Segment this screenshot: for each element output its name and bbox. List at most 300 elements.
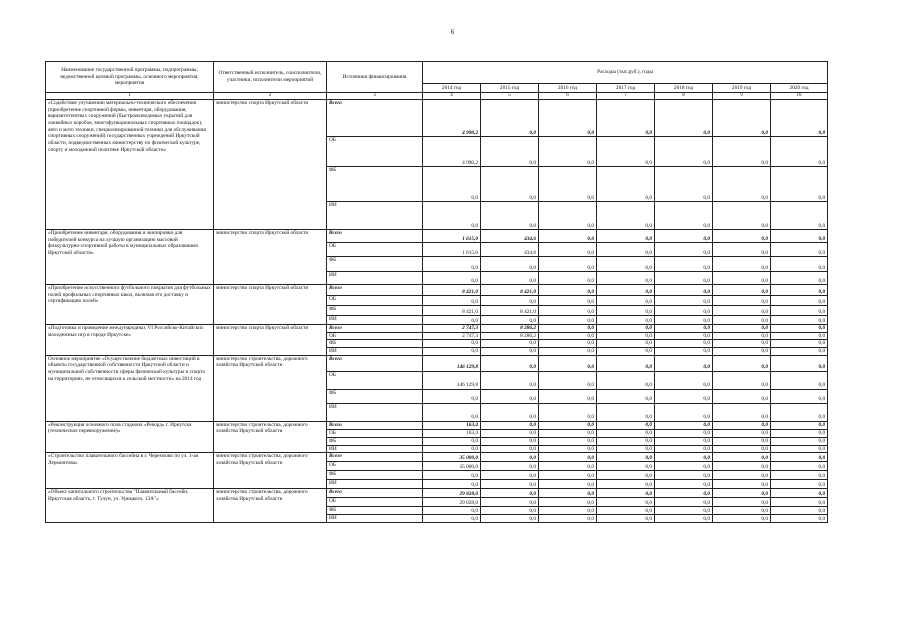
expense-value: 0,0 (481, 389, 539, 403)
expense-value: 0,0 (713, 489, 771, 498)
expense-value: 0,0 (597, 137, 655, 167)
expense-value: 0,0 (539, 371, 597, 389)
header-year: 2017 год (597, 84, 655, 93)
expense-value: 0,0 (771, 100, 828, 137)
header-year: 2016 год (539, 84, 597, 93)
expense-value: 0,0 (597, 489, 655, 498)
expense-value: 434,6 (481, 243, 539, 257)
expense-value: 0,0 (539, 243, 597, 257)
expense-value: 0,0 (539, 296, 597, 306)
funding-source: ИИ (327, 445, 423, 453)
expense-value: 0,0 (655, 421, 713, 429)
expense-value: 0,0 (539, 202, 597, 230)
funding-source: ОБ (327, 296, 423, 306)
measure-name: «Приобретение инвентаря, оборудования и экипировки для победителей конкурса на лучшую организацию массовой физкультурно-спортивной работы в муниципальных образованиях Иркутской области» (46, 230, 214, 285)
expense-value: 0,0 (481, 355, 539, 371)
expense-value: 0,0 (597, 355, 655, 371)
expense-value: 0,0 (423, 507, 481, 515)
measure-name: «Приобретение искусственного футбольного покрытия для футбольных полей профильных спортивных школ, включая его доставку и сертификацию полей» (46, 285, 214, 325)
expense-value: 0,0 (481, 137, 539, 167)
measure-name: «Подготовка и проведение международных VI Российско-Китайских молодежных игр в городе Иркутске» (46, 325, 214, 355)
expense-value: 0,0 (481, 167, 539, 202)
expense-value: 0,0 (597, 285, 655, 296)
expense-value: 0,0 (481, 429, 539, 437)
measure-name: «Реконструкция основного поля стадиона «Рекорд» г. Иркутска (техническое перевооружение)» (46, 421, 214, 453)
expense-value: 0,0 (423, 389, 481, 403)
expense-value: 0,0 (539, 507, 597, 515)
expense-value: 0,0 (771, 389, 828, 403)
expense-value: 0,0 (771, 403, 828, 421)
expense-value: 0,0 (713, 389, 771, 403)
measure-executor: министерство строительства, дорожного хозяйства Иркутской области (214, 489, 327, 523)
header-year: 2019 год (713, 84, 771, 93)
expense-value: 0,0 (481, 340, 539, 348)
expense-value: 0,0 (539, 325, 597, 333)
expense-value: 0,0 (539, 285, 597, 296)
expense-value: 0,0 (423, 348, 481, 356)
funding-source: ОБ (327, 243, 423, 257)
header-year: 2018 год (655, 84, 713, 93)
column-number: 2 (214, 93, 327, 100)
expense-value: 0,0 (713, 355, 771, 371)
expense-value: 0,0 (771, 285, 828, 296)
measure-name: Основное мероприятие «Осуществление бюджетных инвестиций в объекты государственной собственности Иркутской области и муниципальной собственности сферы физической культуры и спорта на территориях, не относящихся к сельской местности» на 2014 год (46, 355, 214, 421)
measure-name: «Объект капитального строительства "Плавательный бассейн, Иркутская область, г. Тулун, ул. Урицкого, 13А"» (46, 489, 214, 523)
expense-value: 434,6 (481, 230, 539, 243)
expense-value: 0,0 (597, 100, 655, 137)
expense-value: 0,0 (481, 272, 539, 285)
funding-source: Всего (327, 355, 423, 371)
expense-value: 0,0 (423, 437, 481, 445)
expense-value: 0,0 (713, 403, 771, 421)
page-number: 6 (450, 28, 455, 36)
expense-value: 0,0 (771, 340, 828, 348)
expense-value: 0,0 (713, 167, 771, 202)
expense-value: 0,0 (597, 230, 655, 243)
expense-value: 0,0 (655, 437, 713, 445)
expense-value: 0,0 (539, 137, 597, 167)
expense-value: 0,0 (597, 403, 655, 421)
expense-value: 0,0 (597, 340, 655, 348)
expense-value: 0,0 (655, 445, 713, 453)
expense-value: 8 421,0 (423, 306, 481, 316)
expense-value: 29 828,0 (423, 498, 481, 507)
expense-value: 0,0 (423, 445, 481, 453)
expense-value: 0,0 (423, 202, 481, 230)
funding-source: Всего (327, 421, 423, 429)
expense-value: 0,0 (655, 453, 713, 462)
column-number: 10 (771, 93, 828, 100)
funding-source: ИИ (327, 272, 423, 285)
expense-value: 0,0 (771, 348, 828, 356)
expense-value: 0,0 (713, 480, 771, 489)
expense-value: 0,0 (423, 515, 481, 523)
column-number: 9 (713, 93, 771, 100)
expense-value: 0,0 (481, 489, 539, 498)
table-row (46, 421, 828, 429)
measure-executor: министерство спорта Иркутской области (214, 285, 327, 325)
expense-value: 0,0 (423, 296, 481, 306)
expense-value: 1 615,0 (423, 230, 481, 243)
expense-value: 0,0 (481, 445, 539, 453)
expense-value: 0,0 (481, 257, 539, 272)
measure-executor: министерство спорта Иркутской области (214, 100, 327, 230)
expense-value: 0,0 (539, 515, 597, 523)
expense-value: 0,0 (539, 340, 597, 348)
expense-value: 0,0 (771, 453, 828, 462)
expense-value: 0,0 (597, 316, 655, 325)
expense-value: 0,0 (771, 371, 828, 389)
expense-value: 0,0 (771, 462, 828, 471)
expense-value: 0,0 (713, 272, 771, 285)
funding-source: ФБ (327, 507, 423, 515)
expense-value: 0,0 (539, 167, 597, 202)
funding-source: ФБ (327, 306, 423, 316)
expense-value: 0,0 (597, 167, 655, 202)
expense-value: 0,0 (539, 453, 597, 462)
expense-value: 0,0 (713, 437, 771, 445)
header-name: Наименование государственной программы, подпрограммы, ведомственной целевой программы, основного мероприятия, мероприятия (46, 62, 214, 93)
funding-source: ОБ (327, 429, 423, 437)
expense-value: 0,0 (771, 489, 828, 498)
expense-value: 0,0 (423, 340, 481, 348)
expense-value: 0,0 (713, 340, 771, 348)
expense-value: 0,0 (713, 421, 771, 429)
expense-value: 0,0 (713, 515, 771, 523)
expense-value: 0,0 (713, 348, 771, 356)
funding-source: ИИ (327, 348, 423, 356)
expense-value: 0,0 (713, 453, 771, 462)
expense-value: 0,0 (655, 306, 713, 316)
table-row (46, 285, 828, 296)
funding-source: ОБ (327, 498, 423, 507)
expense-value: 0,0 (655, 355, 713, 371)
expense-value: 0,0 (423, 272, 481, 285)
expense-value: 0,0 (713, 371, 771, 389)
expense-value: 0,0 (771, 332, 828, 340)
expense-value: 0,0 (771, 306, 828, 316)
expense-value: 0,0 (655, 272, 713, 285)
expense-value: 0,0 (713, 137, 771, 167)
expense-value: 0,0 (597, 257, 655, 272)
expense-value: 0,0 (539, 462, 597, 471)
expense-value: 8 286,2 (481, 325, 539, 333)
expense-value: 0,0 (713, 429, 771, 437)
expense-value: 0,0 (597, 480, 655, 489)
expense-value: 2 747,3 (423, 332, 481, 340)
funding-source: ИИ (327, 316, 423, 325)
expense-value: 0,0 (655, 340, 713, 348)
expense-value: 0,0 (481, 348, 539, 356)
header-year: 2015 год (481, 84, 539, 93)
column-number: 4 (423, 93, 481, 100)
expense-value: 0,0 (481, 480, 539, 489)
expense-value: 0,0 (481, 507, 539, 515)
budget-table (45, 61, 828, 523)
expense-value: 0,0 (539, 471, 597, 480)
table-row (46, 453, 828, 462)
expense-value: 0,0 (655, 498, 713, 507)
expense-value: 0,0 (713, 296, 771, 306)
expense-value: 2 747,3 (423, 325, 481, 333)
expense-value: 0,0 (713, 332, 771, 340)
header-year: 2020 год (771, 84, 828, 93)
expense-value: 0,0 (423, 167, 481, 202)
funding-source: ИИ (327, 480, 423, 489)
expense-value: 0,0 (713, 243, 771, 257)
expense-value: 0,0 (713, 325, 771, 333)
expense-value: 0,0 (713, 257, 771, 272)
expense-value: 0,0 (771, 167, 828, 202)
expense-value: 0,0 (713, 100, 771, 137)
expense-value: 8 421,0 (481, 306, 539, 316)
expense-value: 0,0 (481, 437, 539, 445)
expense-value: 0,0 (423, 471, 481, 480)
column-number: 3 (327, 93, 423, 100)
expense-value: 0,0 (655, 230, 713, 243)
measure-executor: министерство спорта Иркутской области (214, 230, 327, 285)
table-row (46, 355, 828, 371)
expense-value: 0,0 (597, 498, 655, 507)
expense-value: 0,0 (713, 471, 771, 480)
expense-value: 0,0 (771, 272, 828, 285)
header-executor: Ответственный исполнитель, соисполнители, участники, исполнители мероприятий (214, 62, 327, 93)
expense-value: 0,0 (481, 471, 539, 480)
expense-value: 0,0 (771, 515, 828, 523)
expense-value: 0,0 (771, 230, 828, 243)
funding-source: ИИ (327, 202, 423, 230)
table-row (46, 489, 828, 498)
expense-value: 146 129,8 (423, 355, 481, 371)
expense-value: 0,0 (597, 371, 655, 389)
expense-value: 0,0 (655, 429, 713, 437)
expense-value: 0,0 (713, 202, 771, 230)
expense-value: 0,0 (655, 462, 713, 471)
expense-value: 0,0 (771, 445, 828, 453)
expense-value: 0,0 (771, 355, 828, 371)
expense-value: 0,0 (539, 480, 597, 489)
expense-value: 0,0 (655, 371, 713, 389)
expense-value: 0,0 (713, 306, 771, 316)
expense-value: 0,0 (423, 480, 481, 489)
expense-value: 0,0 (539, 230, 597, 243)
expense-value: 0,0 (713, 445, 771, 453)
expense-value: 0,0 (481, 403, 539, 421)
table-row (46, 325, 828, 333)
expense-value: 0,0 (771, 498, 828, 507)
expense-value: 0,0 (771, 202, 828, 230)
column-number: 1 (46, 93, 214, 100)
table-row (46, 100, 828, 137)
expense-value: 0,0 (597, 471, 655, 480)
expense-value: 0,0 (597, 348, 655, 356)
expense-value: 146 129,8 (423, 371, 481, 389)
funding-source: Всего (327, 489, 423, 498)
expense-value: 0,0 (597, 453, 655, 462)
expense-value: 0,0 (597, 389, 655, 403)
expense-value: 4 990,2 (423, 137, 481, 167)
expense-value: 163,4 (423, 421, 481, 429)
header-year: 2014 год (423, 84, 481, 93)
expense-value: 0,0 (771, 480, 828, 489)
expense-value: 0,0 (539, 437, 597, 445)
expense-value: 0,0 (597, 332, 655, 340)
funding-source: ОБ (327, 137, 423, 167)
expense-value: 0,0 (481, 421, 539, 429)
expense-value: 0,0 (481, 371, 539, 389)
expense-value: 0,0 (597, 272, 655, 285)
header-expenses: Расходы (тыс.руб.), годы (423, 62, 828, 84)
funding-source: ФБ (327, 167, 423, 202)
expense-value: 0,0 (481, 316, 539, 325)
expense-value: 0,0 (539, 257, 597, 272)
expense-value: 0,0 (481, 202, 539, 230)
expense-value: 0,0 (597, 445, 655, 453)
expense-value: 0,0 (597, 296, 655, 306)
expense-value: 0,0 (771, 471, 828, 480)
funding-source: ОБ (327, 332, 423, 340)
expense-value: 35 000,0 (423, 462, 481, 471)
measure-executor: министерство строительства, дорожного хозяйства Иркутской области (214, 453, 327, 489)
expense-value: 0,0 (655, 471, 713, 480)
expense-value: 0,0 (655, 100, 713, 137)
expense-value: 0,0 (655, 489, 713, 498)
expense-value: 0,0 (655, 348, 713, 356)
funding-source: ИИ (327, 515, 423, 523)
expense-value: 0,0 (655, 137, 713, 167)
expense-value: 0,0 (539, 498, 597, 507)
funding-source: ФБ (327, 437, 423, 445)
expense-value: 0,0 (597, 437, 655, 445)
expense-value: 0,0 (539, 100, 597, 137)
expense-value: 0,0 (771, 243, 828, 257)
expense-value: 8 421,0 (481, 285, 539, 296)
expense-value: 0,0 (713, 230, 771, 243)
expense-value: 0,0 (597, 202, 655, 230)
expense-value: 29 828,0 (423, 489, 481, 498)
expense-value: 0,0 (481, 296, 539, 306)
expense-value: 8 421,0 (423, 285, 481, 296)
funding-source: ФБ (327, 389, 423, 403)
expense-value: 0,0 (655, 243, 713, 257)
expense-value: 0,0 (655, 257, 713, 272)
expense-value: 0,0 (713, 285, 771, 296)
expense-value: 0,0 (713, 316, 771, 325)
measure-executor: министерство строительства, дорожного хозяйства Иркутской области (214, 355, 327, 421)
expense-value: 0,0 (771, 316, 828, 325)
expense-value: 0,0 (539, 332, 597, 340)
expense-value: 0,0 (597, 429, 655, 437)
expense-value: 0,0 (597, 421, 655, 429)
expense-value: 0,0 (539, 445, 597, 453)
expense-value: 0,0 (655, 480, 713, 489)
expense-value: 35 000,0 (423, 453, 481, 462)
expense-value: 0,0 (655, 507, 713, 515)
expense-value: 0,0 (597, 306, 655, 316)
expense-value: 0,0 (539, 421, 597, 429)
expense-value: 0,0 (481, 453, 539, 462)
expense-value: 0,0 (539, 306, 597, 316)
expense-value: 0,0 (597, 243, 655, 257)
column-number: 8 (655, 93, 713, 100)
measure-executor: министерство строительства, дорожного хозяйства Иркутской области (214, 421, 327, 453)
column-number: 6 (539, 93, 597, 100)
column-number: 5 (481, 93, 539, 100)
column-number: 7 (597, 93, 655, 100)
funding-source: ФБ (327, 471, 423, 480)
expense-value: 0,0 (481, 462, 539, 471)
expense-value: 0,0 (539, 272, 597, 285)
funding-source: ОБ (327, 371, 423, 389)
expense-value: 0,0 (597, 325, 655, 333)
expense-value: 0,0 (655, 389, 713, 403)
expense-value: 0,0 (539, 355, 597, 371)
funding-source: ФБ (327, 257, 423, 272)
funding-source: ИИ (327, 403, 423, 421)
measure-name: «Содействие улучшению материально-технического обеспечения (приобретение спортивной формы, инвентаря, оборудования, вариантотентных сооружений (быстровозводимых укрытий для хоккейных коробок, многофункциональных спортивных площадок), авто и мото техники, специализированной техники для обслуживания спортивных сооружений) государственных учреждений Иркутской области, подведомственных министерству по физической культуре, спорту и молодежной политике Иркутской области» (46, 100, 214, 230)
measure-executor: министерство спорта Иркутской области (214, 325, 327, 355)
expense-value: 0,0 (481, 515, 539, 523)
funding-source: Всего (327, 285, 423, 296)
expense-value: 0,0 (481, 100, 539, 137)
funding-source: ФБ (327, 340, 423, 348)
expense-value: 0,0 (771, 421, 828, 429)
expense-value: 0,0 (655, 316, 713, 325)
expense-value: 0,0 (423, 316, 481, 325)
funding-source: Всего (327, 325, 423, 333)
expense-value: 0,0 (539, 429, 597, 437)
expense-value: 0,0 (771, 437, 828, 445)
expense-value: 0,0 (481, 498, 539, 507)
expense-value: 0,0 (539, 403, 597, 421)
funding-source: Всего (327, 453, 423, 462)
expense-value: 8 286,2 (481, 332, 539, 340)
expense-value: 0,0 (539, 389, 597, 403)
expense-value: 0,0 (771, 429, 828, 437)
expense-value: 0,0 (597, 515, 655, 523)
expense-value: 0,0 (423, 403, 481, 421)
expense-value: 0,0 (655, 403, 713, 421)
expense-value: 4 990,2 (423, 100, 481, 137)
expense-value: 0,0 (539, 316, 597, 325)
expense-value: 163,4 (423, 429, 481, 437)
expense-value: 1 615,0 (423, 243, 481, 257)
expense-value: 0,0 (539, 489, 597, 498)
expense-value: 0,0 (655, 296, 713, 306)
expense-value: 0,0 (655, 285, 713, 296)
header-source: Источники финансирования (327, 62, 423, 93)
funding-source: ОБ (327, 462, 423, 471)
expense-value: 0,0 (713, 507, 771, 515)
funding-source: Всего (327, 230, 423, 243)
expense-value: 0,0 (771, 137, 828, 167)
expense-value: 0,0 (655, 515, 713, 523)
expense-value: 0,0 (655, 202, 713, 230)
expense-value: 0,0 (713, 462, 771, 471)
expense-value: 0,0 (655, 332, 713, 340)
funding-source: Всего (327, 100, 423, 137)
expense-value: 0,0 (597, 462, 655, 471)
expense-value: 0,0 (655, 325, 713, 333)
expense-value: 0,0 (539, 348, 597, 356)
expense-value: 0,0 (771, 257, 828, 272)
expense-value: 0,0 (713, 498, 771, 507)
expense-value: 0,0 (655, 167, 713, 202)
measure-name: «Строительство плавательного бассейна в г. Черемхово по ул. 1-ая Лермонтова» (46, 453, 214, 489)
expense-value: 0,0 (771, 325, 828, 333)
table-row (46, 230, 828, 243)
expense-value: 0,0 (423, 257, 481, 272)
